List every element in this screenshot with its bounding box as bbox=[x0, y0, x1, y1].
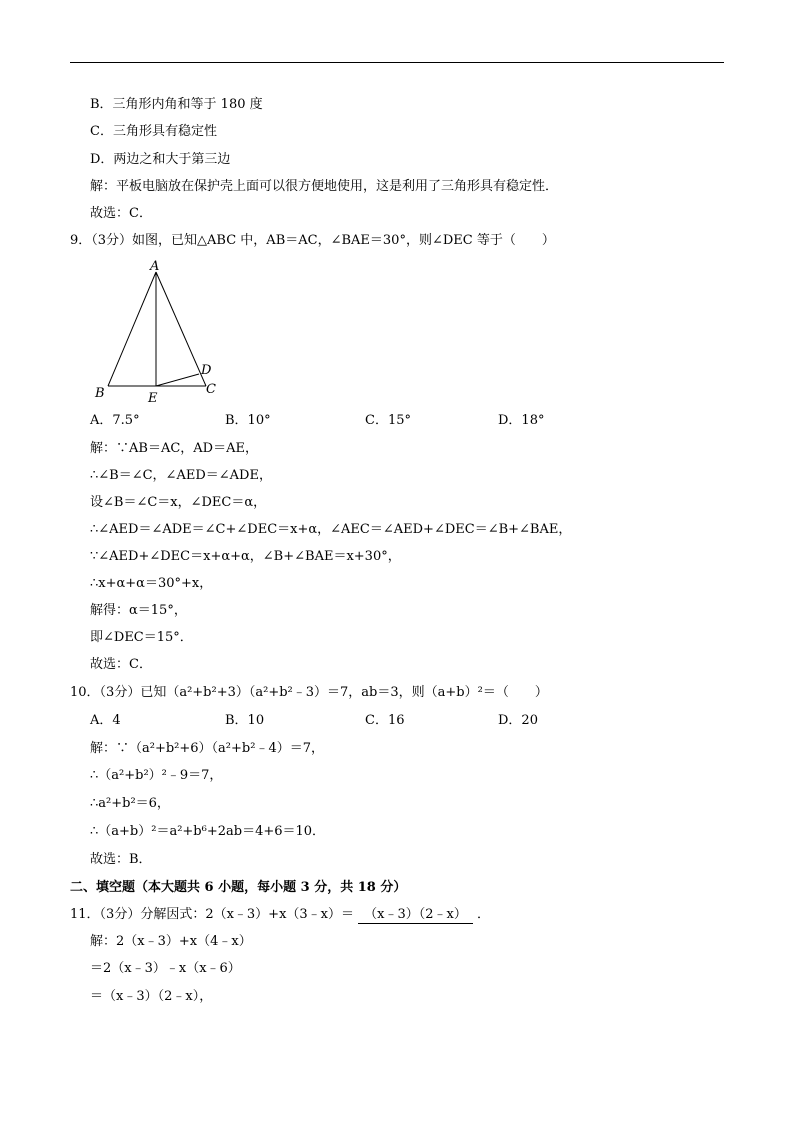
q9-option-c: C．15° bbox=[365, 413, 411, 428]
q11-solution-line: ＝2（x﹣3）﹣x（x﹣6） bbox=[90, 961, 241, 976]
section-heading: 二、填空题（本大题共 6 小题，每小题 3 分，共 18 分） bbox=[70, 880, 407, 895]
q9-solution-line: 解得：α＝15°， bbox=[90, 603, 187, 618]
q10-solution-line: ∴a²+b²＝6， bbox=[90, 796, 170, 811]
q11-solution-line: 解：2（x﹣3）+x（4﹣x） bbox=[90, 934, 252, 949]
q10-stem: 10．（3分）已知（a²+b²+3）（a²+b²﹣3）＝7，ab＝3，则（a+b）²＝（ ） bbox=[70, 685, 548, 700]
q9-solution-line: ∴∠B＝∠C，∠AED＝∠ADE， bbox=[90, 468, 272, 483]
q9-triangle-figure bbox=[88, 256, 228, 406]
label-d: D bbox=[201, 363, 212, 378]
segment-ac bbox=[156, 272, 206, 386]
q9-option-b: B．10° bbox=[225, 413, 271, 428]
q9-solution-line: ∵∠AED+∠DEC＝x+α+α，∠B+∠BAE＝x+30°， bbox=[90, 549, 401, 564]
label-c: C bbox=[206, 382, 216, 397]
q9-solution-line: 即∠DEC＝15°． bbox=[90, 630, 193, 645]
q9-solution-line: ∴∠AED＝∠ADE＝∠C+∠DEC＝x+α，∠AEC＝∠AED+∠DEC＝∠B+∠BAE， bbox=[90, 522, 572, 537]
q8-solution: 解：平板电脑放在保护壳上面可以很方便地使用，这是利用了三角形具有稳定性． bbox=[90, 179, 559, 194]
q9-solution-line: 设∠B＝∠C＝x，∠DEC＝α， bbox=[90, 495, 267, 510]
q11-stem-prefix: 11．（3分）分解因式：2（x﹣3）+x（3﹣x）＝ bbox=[70, 907, 355, 922]
q10-solution-line: ∴（a²+b²）²﹣9＝7， bbox=[90, 768, 223, 783]
label-a: A bbox=[150, 259, 160, 274]
q11-answer-blank: （x﹣3）（2﹣x） bbox=[358, 907, 473, 924]
label-b: B bbox=[95, 386, 105, 401]
q9-option-a: A．7.5° bbox=[90, 413, 140, 428]
q10-option-b: B．10 bbox=[225, 713, 265, 728]
q8-option-d: D．两边之和大于第三边 bbox=[90, 152, 231, 167]
q10-option-a: A．4 bbox=[90, 713, 121, 728]
q9-solution-line: ∴x+α+α＝30°+x， bbox=[90, 576, 213, 591]
q8-answer: 故选：C． bbox=[90, 206, 152, 221]
q10-solution-line: 解：∵（a²+b²+6）（a²+b²﹣4）＝7， bbox=[90, 741, 324, 756]
q9-stem: 9．（3分）如图，已知△ABC 中，AB＝AC，∠BAE＝30°，则∠DEC 等于（ ） bbox=[70, 233, 555, 248]
header-rule bbox=[70, 62, 724, 63]
q11-stem bbox=[70, 907, 490, 924]
q10-option-c: C．16 bbox=[365, 713, 405, 728]
q10-answer: 故选：B． bbox=[90, 852, 152, 867]
segment-ab bbox=[108, 272, 156, 386]
segment-ed bbox=[156, 374, 199, 386]
q10-option-d: D．20 bbox=[498, 713, 538, 728]
q10-solution-line: ∴（a+b）²＝a²+b⁶+2ab＝4+6＝10． bbox=[90, 824, 326, 839]
label-e: E bbox=[148, 391, 158, 406]
q9-option-d: D．18° bbox=[498, 413, 545, 428]
q9-solution-line: 解：∵AB＝AC，AD＝AE， bbox=[90, 441, 258, 456]
q11-solution-line: ＝（x﹣3）（2﹣x）， bbox=[90, 989, 213, 1004]
q8-option-b: B．三角形内角和等于 180 度 bbox=[90, 97, 263, 112]
q8-option-c: C．三角形具有稳定性 bbox=[90, 124, 217, 139]
q11-stem-suffix: ． bbox=[477, 907, 491, 922]
q9-answer: 故选：C． bbox=[90, 657, 152, 672]
